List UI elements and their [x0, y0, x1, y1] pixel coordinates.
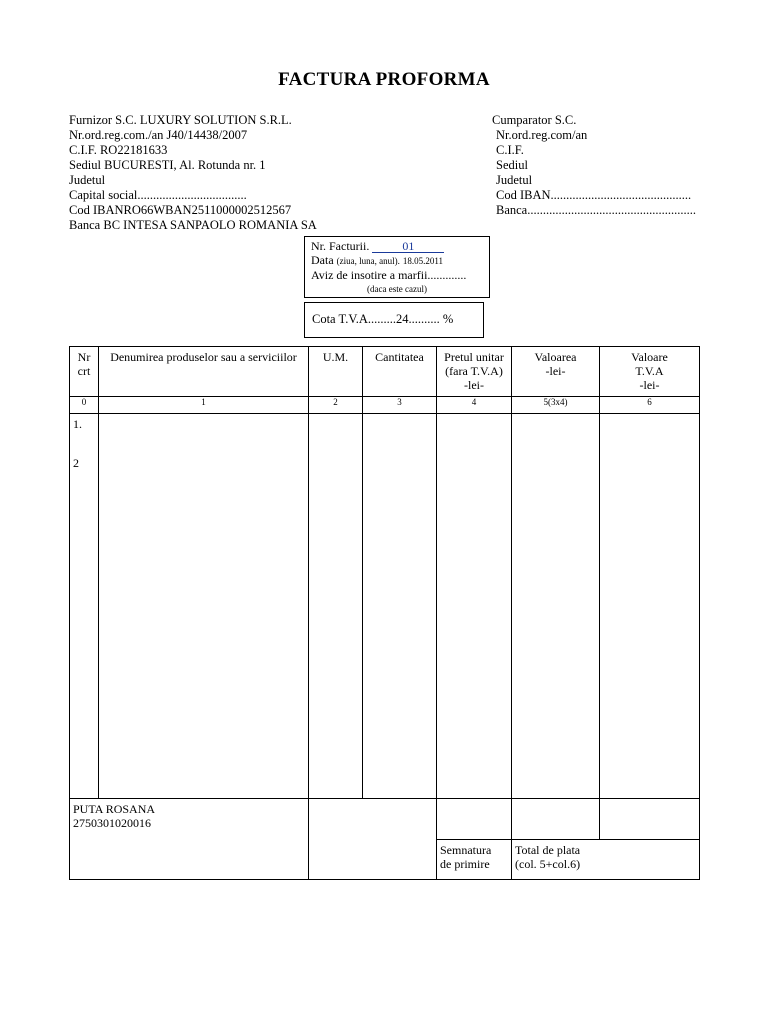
invoice-number-value: 01 [372, 240, 444, 253]
unit-cell [309, 414, 363, 799]
invoice-number-label: Nr. Facturii. [311, 239, 370, 253]
col-number: 1 [99, 397, 309, 414]
buyer-address: Sediul [496, 158, 528, 172]
stamp-cell [309, 799, 437, 880]
invoice-details-box [304, 236, 490, 298]
col-number: 4 [437, 397, 512, 414]
vat-rate-text: Cota T.V.A.........24.......... % [312, 312, 454, 326]
supplier-county: Judetul [69, 173, 106, 187]
supplier-info [69, 113, 317, 233]
col-number: 6 [600, 397, 700, 414]
header-value: Valoarea -lei- [512, 347, 600, 397]
invoice-aviz-note: (daca este cazul) [367, 284, 427, 294]
invoice-date-value: 18.05.2011 [402, 256, 444, 266]
invoice-aviz: Aviz de insotire a marfii............. [311, 268, 467, 282]
header-quantity: Cantitatea [363, 347, 437, 397]
buyer-reg: Nr.ord.reg.com/an [496, 128, 588, 142]
col-number: 3 [363, 397, 437, 414]
row-numbers-cell [70, 414, 99, 799]
header-unit: U.M. [309, 347, 363, 397]
supplier-name: Furnizor S.C. LUXURY SOLUTION S.R.L. [69, 113, 292, 127]
receipt-signature: Semnatura de primire [437, 840, 512, 880]
issuer-name: PUTA ROSANA [73, 802, 156, 816]
total-vat-cell [600, 799, 700, 840]
col-number: 0 [70, 397, 99, 414]
buyer-iban: Cod IBAN............................................. [496, 188, 692, 202]
supplier-cif: C.I.F. RO22181633 [69, 143, 168, 157]
header-product-name: Denumirea produselor sau a serviciilor [99, 347, 309, 397]
table-header-row [70, 347, 700, 397]
vat-rate-box [304, 302, 484, 338]
supplier-capital: Capital social................................... [69, 188, 247, 202]
issuer-cell [70, 799, 309, 880]
invoice-date-hint: (ziua, luna, anul). [336, 256, 400, 266]
header-vat-value: Valoare T.V.A -lei- [600, 347, 700, 397]
issuer-code: 2750301020016 [73, 816, 151, 830]
header-nr-crt: Nr crt [70, 347, 99, 397]
supplier-iban: Cod IBANRO66WBAN2511000002512567 [69, 203, 292, 217]
footer-empty-cell [437, 799, 512, 840]
col-number: 5(3x4) [512, 397, 600, 414]
document-title: FACTURA PROFORMA [278, 69, 490, 90]
invoice-number-line [311, 239, 489, 253]
buyer-name: Cumparator S.C. [492, 113, 577, 127]
total-payment: Total de plata (col. 5+col.6) [512, 840, 700, 880]
supplier-bank: Banca BC INTESA SANPAOLO ROMANIA SA [69, 218, 317, 232]
column-number-row [70, 397, 700, 414]
row-number: 2 [73, 456, 79, 470]
buyer-bank: Banca...................................................... [496, 203, 696, 217]
supplier-address: Sediul BUCURESTI, Al. Rotunda nr. 1 [69, 158, 266, 172]
value-cell [512, 414, 600, 799]
quantity-cell [363, 414, 437, 799]
product-cell [99, 414, 309, 799]
buyer-info [492, 113, 696, 218]
header-unit-price: Pretul unitar (fara T.V.A) -lei- [437, 347, 512, 397]
vat-value-cell [600, 414, 700, 799]
unit-price-cell [437, 414, 512, 799]
table-body-row [70, 414, 700, 799]
table-footer-row [70, 799, 700, 840]
total-value-cell [512, 799, 600, 840]
buyer-county: Judetul [496, 173, 533, 187]
supplier-reg: Nr.ord.reg.com./an J40/14438/2007 [69, 128, 248, 142]
col-number: 2 [309, 397, 363, 414]
items-table [69, 346, 700, 880]
row-number: 1. [73, 417, 82, 431]
buyer-cif: C.I.F. [496, 143, 524, 157]
invoice-date-line [311, 253, 489, 268]
invoice-date-label: Data [311, 253, 334, 267]
